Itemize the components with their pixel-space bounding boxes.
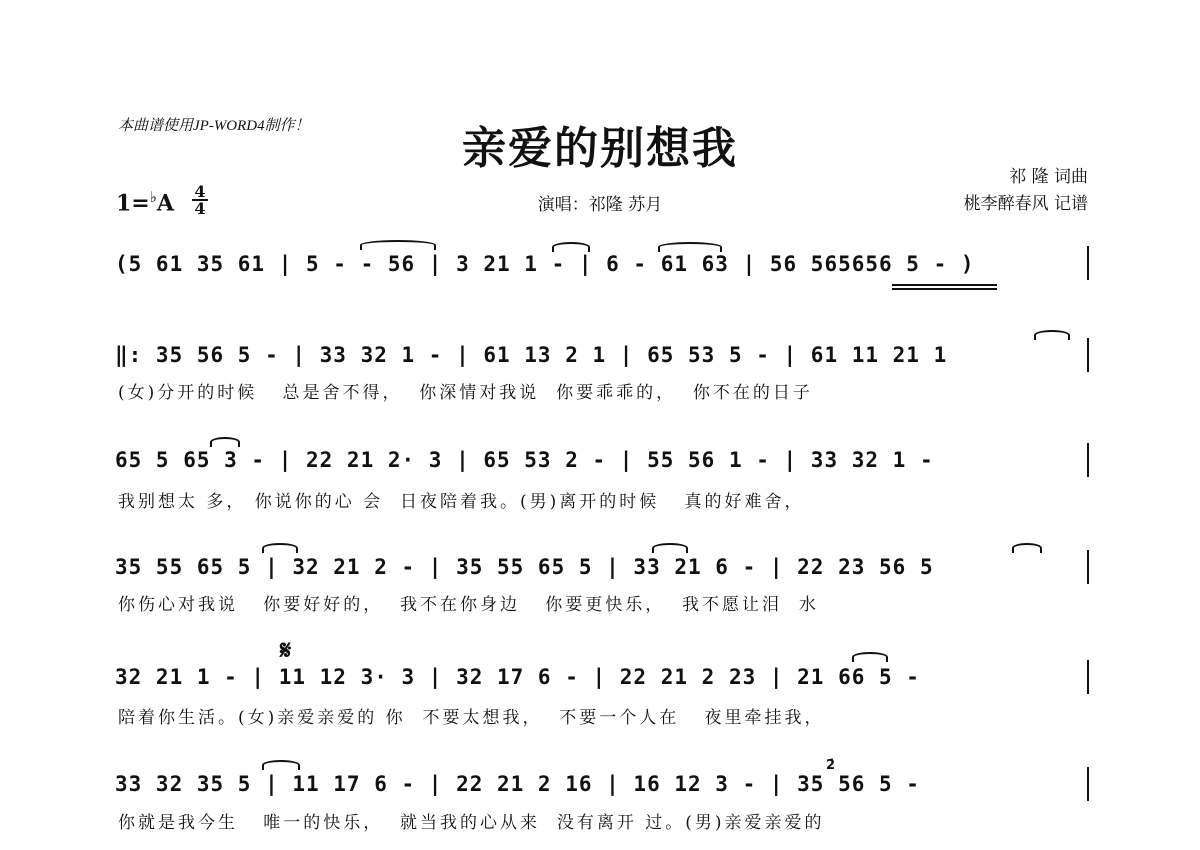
barline: [1087, 443, 1089, 477]
tie-slur: [852, 652, 888, 662]
tie-slur: [652, 543, 688, 553]
lyrics-row: 我别想太 多， 你说你的心 会 日夜陪着我。(男)离开的时候 真的好难舍，: [118, 492, 805, 512]
notation-row: 35 55 65 5 | 32 21 2 - | 35 55 65 5 | 33 21 6 - | 22 23 56 5: [115, 555, 934, 579]
barline: [1087, 550, 1089, 584]
grace-note: 2̇: [826, 758, 836, 773]
notation-row: 33 32 35 5 | 11 17 6 - | 22 21 2 16 | 16 12 3 - | 35 56 5 -: [115, 772, 920, 796]
software-credit: 本曲谱使用JP-WORD4制作！: [118, 118, 310, 134]
tie-slur: [360, 240, 436, 250]
transcriber-info: 桃李醉春风 记谱: [963, 194, 1088, 214]
notation-row: ‖: 35 56 5 - | 33 32 1 - | 61 13 2 1 | 65 53 5 - | 61 11 21 1: [115, 343, 948, 367]
lyrics-row: 你就是我今生 唯一的快乐， 就当我的心从来 没有离开 过。(男)亲爱亲爱的: [118, 813, 825, 833]
key-note: A: [156, 190, 174, 217]
lyricist-info: 祁 隆 词曲: [1009, 167, 1088, 187]
lyrics-row: 陪着你生活。(女)亲爱亲爱的 你 不要太想我， 不要一个人在 夜里牵挂我，: [118, 708, 825, 728]
tie-slur: [262, 543, 298, 553]
tie-slur: [210, 437, 240, 447]
time-top: 4: [194, 182, 206, 201]
barline: [1087, 246, 1089, 280]
tie-slur: [262, 760, 300, 770]
tie-slur: [658, 242, 722, 252]
notation-row: 65 5 65 3 - | 22 21 2· 3 | 65 53 2 - | 55 56 1 - | 33 32 1 -: [115, 448, 934, 472]
singer-info: 演唱：祁隆 苏月: [537, 195, 663, 215]
key-signature: [116, 188, 174, 216]
time-bottom: 4: [192, 199, 208, 216]
notation-row: 32 21 1 - | 11 12 3· 3 | 32 17 6 - | 22 21 2 23 | 21 66 5 -: [115, 665, 920, 689]
tie-slur: [1012, 543, 1042, 553]
key-prefix: 1=: [116, 190, 150, 217]
lyrics-row: 你伤心对我说 你要好好的， 我不在你身边 你要更快乐， 我不愿让泪 水: [118, 595, 819, 615]
segno-sign: 𝄋: [280, 636, 292, 666]
barline: [1087, 338, 1089, 372]
barline: [1087, 660, 1089, 694]
song-title: 亲爱的别想我: [462, 123, 738, 174]
lyrics-row: (女)分开的时候 总是舍不得， 你深情对我说 你要乖乖的， 你不在的日子: [118, 383, 813, 403]
barline: [1087, 767, 1089, 801]
tie-slur: [552, 242, 590, 252]
beam-line: [892, 288, 997, 290]
time-signature: [192, 184, 208, 216]
flat-sign: ♭: [149, 188, 157, 206]
tie-slur: [1034, 330, 1070, 340]
notation-row: (5 61 35 61 | 5 - - 56 | 3 21 1 - | 6 - 61 63 | 56 565656 5 - ): [115, 252, 975, 276]
beam-line: [892, 284, 997, 286]
